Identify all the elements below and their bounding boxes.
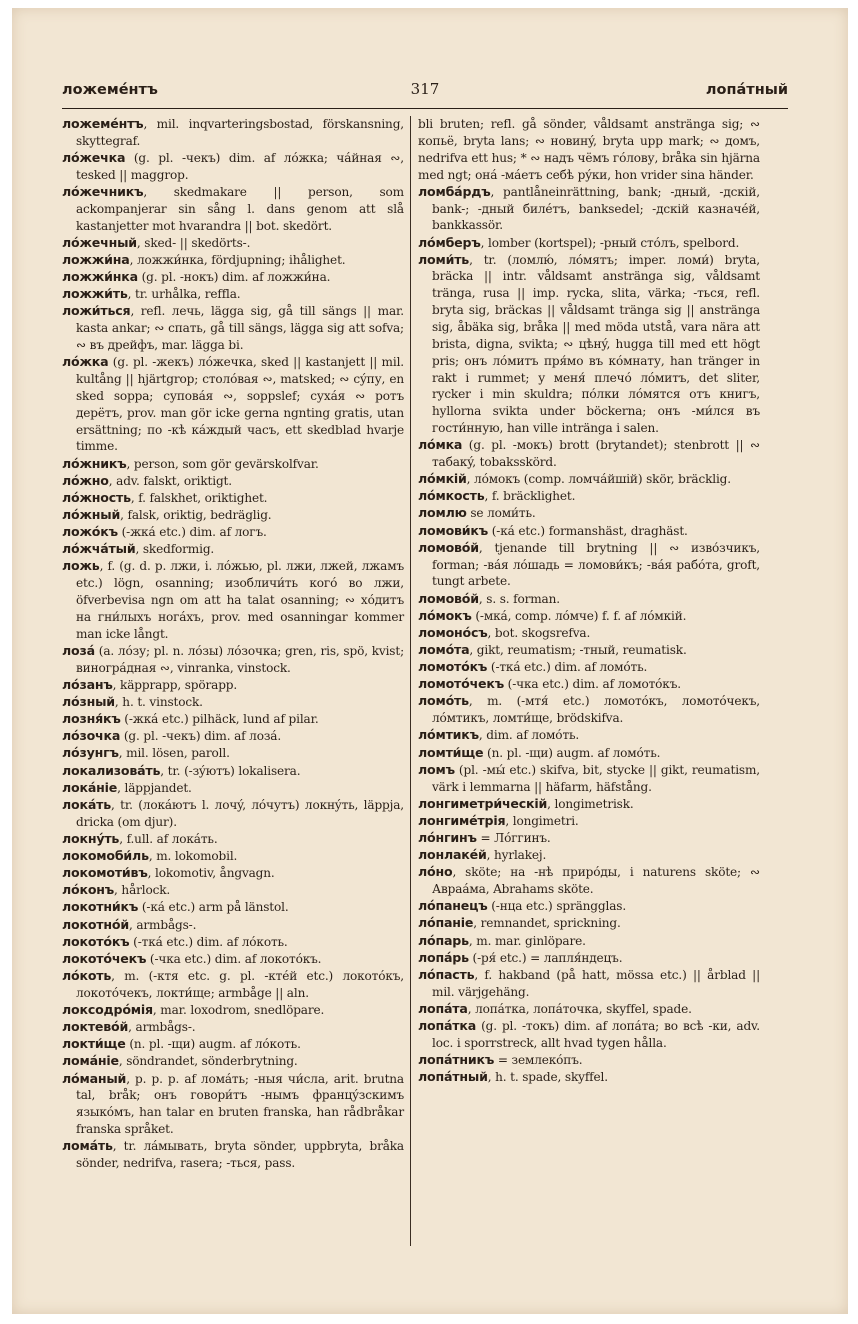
dictionary-entry	[62, 150, 404, 184]
entry-headword: локтевóй	[62, 1019, 129, 1035]
entry-headword: ложи́ться	[62, 303, 131, 319]
entry-headword: лопáтникъ	[418, 1051, 495, 1067]
entry-headword: лóзочка	[62, 728, 121, 744]
entry-headword: локализовáть	[62, 762, 161, 778]
dictionary-entry	[418, 813, 760, 830]
entry-definition: bli bruten; refl. gå sönder, våldsamt anstränga sig; ∾ копьё, bryta lans; ∾ новинý, bryta upp mark; ∾ домъ, nedrifva ett hus; * ∾ надъ чёмъ гóлову, bråka sin hjärna med ngt; онá -мáетъ себѣ рýки, hon vrider sina händer.	[418, 117, 760, 182]
entry-definition: (-ткá etc.) dim. af лóкоть.	[129, 934, 288, 949]
entry-definition: , söndrandet, sönderbrytning.	[118, 1054, 298, 1069]
entry-headword: ломти́ще	[418, 744, 484, 760]
entry-definition: , tr. (локáютъ l. лочý, лóчутъ) локнýть, läppja, dricka (om djur).	[76, 797, 404, 829]
entry-headword: лóжчáтый	[62, 541, 136, 557]
entry-definition: , adv. falskt, oriktigt.	[108, 473, 232, 488]
entry-headword: лóконъ	[62, 882, 115, 898]
dictionary-entry	[418, 762, 760, 796]
entry-definition: , pantlåneinrättning, bank; -дный, -дскій, bank-; -дный билéтъ, banksedel; -дскій казначéй, bankkassör.	[432, 184, 760, 233]
dictionary-entry	[418, 523, 760, 540]
entry-definition: , p. p. p. af ломáть; -ныя чи́сла, arit. brutna tal, bråk; онъ говори́тъ -нымъ францýзскимъ языкóмъ, han talar en bruten franska, han rådbråkar franska språket.	[76, 1071, 404, 1137]
entry-definition: , h. t. spade, skyffel.	[487, 1070, 608, 1085]
entry-definition: , refl. лечь, lägga sig, gå till sängs || mar. kasta ankar; ∾ спать, gå till sängs, lägga sig att sofva; ∾ въ дрейфъ, mar. lägga bi.	[76, 304, 404, 353]
entry-headword: лóжно	[62, 472, 109, 488]
entry-headword: ложемéнтъ	[62, 116, 144, 131]
dictionary-entry	[62, 116, 404, 150]
dictionary-entry	[62, 490, 404, 507]
entry-headword: лóмка	[418, 437, 463, 453]
entry-headword: ломови́къ	[418, 522, 489, 538]
entry-headword: лóпанецъ	[418, 898, 488, 914]
entry-headword: ломъ	[418, 761, 455, 777]
dictionary-entry	[62, 882, 404, 899]
entry-headword: лóмтикъ	[418, 727, 479, 743]
dictionary-entry	[62, 1036, 404, 1053]
entry-headword: лóмберъ	[418, 234, 481, 250]
entry-headword: лопáтный	[418, 1069, 488, 1085]
entry-definition: (g. pl. -мокъ) brott (brytandet); stenbrott || ∾ табакý, tobaksskörd.	[432, 438, 760, 470]
dictionary-entry	[62, 831, 404, 848]
entry-headword: ломонóсъ	[418, 624, 488, 640]
left-guide-word: ложемéнтъ	[62, 82, 158, 98]
dictionary-entry	[418, 505, 760, 522]
entry-headword: лонгиметри́ческій	[418, 795, 548, 811]
dictionary-entry	[62, 711, 404, 728]
entry-definition: , лопáтка, лопáточка, skyffel, spade.	[467, 1001, 692, 1016]
entry-headword: локнýть	[62, 830, 120, 846]
entry-definition: (-ря́ etc.) = лапля́ндецъ.	[468, 950, 623, 965]
dictionary-entry	[418, 796, 760, 813]
entry-headword: лопáтка	[418, 1017, 477, 1033]
entry-headword: локти́ще	[62, 1036, 126, 1052]
column-divider	[410, 116, 411, 1246]
entry-headword: лóзный	[62, 694, 115, 710]
right-column	[418, 116, 760, 1086]
entry-headword: локáніе	[62, 779, 118, 795]
entry-headword: локсодрóмія	[62, 1001, 153, 1017]
page-number: 317	[410, 80, 440, 98]
entry-definition: (-жкá etc.) pilhäck, lund af pilar.	[120, 712, 319, 727]
entry-headword: лóжка	[62, 354, 109, 370]
entry-definition: (a. лóзу; pl. n. лóзы) лóзочка; gren, ris, spö, kvist; виногрáдная ∾, vinranka, vinstock.	[76, 643, 404, 675]
entry-definition: , dim. af ломóть.	[478, 728, 580, 743]
dictionary-entry	[62, 1053, 404, 1070]
entry-definition: (g. pl. -нокъ) dim. af ложжи́на.	[137, 270, 331, 285]
dictionary-entry	[62, 1071, 404, 1138]
entry-headword: ложжи́нка	[62, 269, 138, 285]
entry-definition: = Лóггинъ.	[476, 830, 551, 845]
entry-definition: (n. pl. -щи) augm. af лóкоть.	[125, 1037, 301, 1052]
dictionary-entry	[62, 763, 404, 780]
entry-headword: лóжникъ	[62, 455, 127, 471]
entry-headword: лóкоть	[62, 967, 112, 983]
entry-definition: = землекóпъ.	[494, 1052, 583, 1067]
entry-definition: , tr. urhålka, reffla.	[127, 287, 241, 302]
entry-headword: лонлакéй	[418, 847, 487, 863]
dictionary-entry	[62, 541, 404, 558]
dictionary-entry	[418, 693, 760, 727]
dictionary-entry	[62, 951, 404, 968]
entry-definition: (-ткá etc.) dim. af ломóть.	[487, 660, 648, 675]
dictionary-entry	[62, 968, 404, 1002]
entry-definition: , lokomotiv, ångvagn.	[147, 866, 275, 881]
entry-definition: , f. falskhet, oriktighet.	[130, 490, 268, 505]
entry-definition: , bot. skogsrefva.	[487, 625, 591, 640]
entry-definition: , gikt, reumatism; -тный, reumatisk.	[469, 643, 687, 658]
entry-headword: ломовóй	[418, 590, 479, 606]
dictionary-entry	[62, 524, 404, 541]
dictionary-entry	[62, 917, 404, 934]
entry-headword: лóпарь	[418, 932, 469, 948]
entry-definition: , f.ull. af локáть.	[119, 831, 218, 846]
dictionary-entry	[62, 558, 404, 642]
entry-definition: (n. pl. -щи) augm. af ломóть.	[483, 745, 661, 760]
entry-headword: ложь	[62, 558, 100, 574]
entry-definition: (g. pl. -чекъ) dim. af лозá.	[120, 729, 282, 744]
dictionary-entry	[418, 625, 760, 642]
entry-headword: ломóть	[418, 693, 469, 709]
entry-definition: (-кá etc.) arm på länstol.	[138, 900, 289, 915]
entry-headword: ломовóй	[418, 539, 479, 555]
dictionary-entry	[418, 1052, 760, 1069]
dictionary-entry	[62, 780, 404, 797]
dictionary-entry	[418, 659, 760, 676]
entry-definition: , tr. (-зýютъ) lokalisera.	[160, 763, 301, 778]
dictionary-entry	[62, 677, 404, 694]
entry-headword: ломлю	[418, 505, 467, 521]
dictionary-entry	[62, 507, 404, 524]
dictionary-entry	[62, 456, 404, 473]
entry-definition: , sköte; на -нѣ прирóды, i naturens sköte; ∾ Авраáма, Abrahams sköte.	[432, 865, 760, 897]
dictionary-entry	[418, 608, 760, 625]
entry-headword: ложóкъ	[62, 524, 118, 540]
dictionary-entry	[62, 643, 404, 677]
entry-headword: лóмкій	[418, 471, 467, 487]
entry-definition: , lomber (kortspel); -рный стóлъ, spelbord.	[480, 235, 740, 250]
entry-definition: , armbågs-.	[128, 917, 197, 932]
entry-definition: (g. pl. -жекъ) лóжечка, sked || kastanjett || mil. kultång || hjärtgrop; столóвая ∾, matsked; ∾ сýпу, en sked soppa; суповáя ∾, soppslef; сухáя ∾ ротъ дерётъ, prov. man gör icke gerna ngnting gratis, utan ersättning; по -кѣ кáждый часъ, ett skedblad hvarje timme.	[76, 355, 404, 454]
dictionary-entry	[418, 830, 760, 847]
dictionary-entry	[62, 303, 404, 354]
entry-definition: , person, som gör gevärskolfvar.	[126, 456, 319, 471]
entry-headword: ложжи́на	[62, 251, 130, 267]
entry-headword: лопáрь	[418, 949, 469, 965]
entry-headword: ломотóчекъ	[418, 676, 504, 692]
header-rule	[62, 108, 788, 109]
dictionary-entry	[418, 488, 760, 505]
entry-headword: лóно	[418, 864, 453, 880]
entry-headword: лóжечный	[62, 234, 137, 250]
dictionary-entry	[418, 252, 760, 437]
entry-definition: , armbågs-.	[128, 1020, 196, 1035]
entry-definition: , ложжи́нка, fördjupning; ihålighet.	[129, 252, 346, 267]
entry-definition: (-чка etc.) dim. af локотóкъ.	[146, 951, 322, 966]
entry-definition: (-кá etc.) formanshäst, draghäst.	[488, 523, 688, 538]
entry-definition: , m. mar. ginlöpare.	[468, 933, 586, 948]
dictionary-entry	[418, 235, 760, 252]
dictionary-entry	[418, 950, 760, 967]
entry-headword: лопáта	[418, 1000, 468, 1016]
dictionary-entry	[418, 915, 760, 932]
dictionary-entry	[62, 235, 404, 252]
dictionary-entry	[62, 1138, 404, 1172]
dictionary-entry	[418, 1069, 760, 1086]
entry-headword: локотни́къ	[62, 899, 139, 915]
dictionary-entry	[418, 437, 760, 471]
entry-headword: лóжечникъ	[62, 183, 144, 199]
entry-definition: , mar. loxodrom, snedlöpare.	[152, 1002, 325, 1017]
dictionary-entry	[62, 1002, 404, 1019]
dictionary-entry	[418, 727, 760, 744]
entry-definition: , läppjandet.	[117, 780, 192, 795]
entry-definition: , s. s. forman.	[478, 591, 560, 606]
entry-definition: , m. (-мтя́ etc.) ломотóкъ, ломотóчекъ, лóмтикъ, ломти́ще, brödskifva.	[432, 694, 760, 726]
entry-definition: (-нца etc.) sprängglas.	[487, 899, 627, 914]
entry-definition: , tr. (ломлю́, лóмятъ; imper. ломи́) bryta, bräcka || intr. våldsamt anstränga sig, våldsamt tränga, rusa || imp. rycka, slita, värka; -ться, refl. bryta sig, bräckas || våldsamt tränga sig || anstränga sig, åbäka sig, bråka || med möda utstå, vara nära att brista, digna, svikta; ∾ цѣнý, hugga till med ett högt pris; онъ лóмитъ пря́мо въ кóмнату, han tränger in rakt i rummet; у меня́ плечó лóмитъ, det sliter, rycker i min skuldra; пóлки лóмятся отъ книгъ, hyllorna svikta under böckerna; онъ -ми́лся въ гости́нную, han ville intränga i salen.	[432, 252, 760, 436]
dictionary-entry	[418, 116, 760, 183]
entry-headword: ломáніе	[62, 1053, 119, 1069]
entry-definition: (g. pl. -чекъ) dim. af лóжка; чáйная ∾, tesked || maggrop.	[76, 150, 404, 182]
entry-headword: ломотóкъ	[418, 659, 488, 675]
dictionary-entry	[418, 864, 760, 898]
left-column	[62, 116, 404, 1172]
dictionary-entry	[62, 269, 404, 286]
entry-definition: , f. (g. d. p. лжи, i. лóжью, pl. лжи, лжей, лжамъ etc.) lögn, osanning; изобличи́ть когó во лжи, öfverbevisa ngn om att ha talat osanning; ∾ хóдитъ на гни́лыхъ ногáхъ, prov. med osanningar kommer man icke långt.	[76, 559, 404, 641]
entry-headword: лóжность	[62, 489, 131, 505]
dictionary-entry	[418, 1018, 760, 1052]
dictionary-entry	[418, 933, 760, 950]
entry-headword: лóманый	[62, 1070, 127, 1086]
entry-headword: лóжный	[62, 506, 121, 522]
entry-definition: , лóмокъ (comp. ломчáйшій) skör, bräcklig.	[466, 472, 731, 487]
entry-definition: , skedmakare || person, som ackompanjerar sin sång l. dans genom att slå kastanjetter mot hvarandra || bot. skedört.	[76, 184, 404, 233]
entry-definition: , remnandet, sprickning.	[473, 916, 621, 931]
entry-definition: , h. t. vinstock.	[114, 695, 203, 710]
entry-definition: , skedformig.	[135, 542, 215, 557]
entry-definition: (-мкá, comp. лóмче) f. f. af лóмкій.	[471, 608, 687, 623]
entry-definition: , f. hakband (på hatt, mössa etc.) || årblad || mil. värjgehäng.	[432, 967, 760, 999]
entry-headword: ломбáрдъ	[418, 183, 491, 199]
dictionary-entry	[62, 252, 404, 269]
dictionary-entry	[62, 286, 404, 303]
dictionary-entry	[62, 354, 404, 455]
entry-definition: , hårlock.	[114, 883, 171, 898]
right-guide-word: лопáтный	[705, 82, 788, 98]
entry-headword: локотóкъ	[62, 933, 130, 949]
entry-definition: (-чка etc.) dim. af ломотóкъ.	[503, 677, 681, 692]
dictionary-entry	[62, 934, 404, 951]
entry-definition: , falsk, oriktig, bedräglig.	[120, 507, 272, 522]
entry-definition: , longimetri.	[505, 813, 579, 828]
entry-headword: лозá	[62, 642, 95, 658]
dictionary-entry	[418, 540, 760, 591]
dictionary-entry	[418, 642, 760, 659]
entry-headword: лозня́къ	[62, 711, 121, 727]
entry-headword: лонгимéтрія	[418, 812, 506, 828]
entry-headword: ложжи́ть	[62, 286, 128, 302]
dictionary-entry	[418, 847, 760, 864]
entry-headword: лóзанъ	[62, 676, 113, 692]
entry-headword: лóпаніе	[418, 915, 474, 931]
entry-definition: , sked- || skedörts-.	[136, 235, 251, 250]
entry-headword: лóзунгъ	[62, 745, 119, 761]
entry-headword: лóпасть	[418, 966, 475, 982]
entry-definition: , tjenande till brytning || ∾ изво́зчикъ, forman; -вáя лóшадь = ломови́къ; -вáя рабóта, groft, tungt arbete.	[432, 540, 760, 589]
entry-headword: ломáть	[62, 1138, 113, 1154]
entry-definition: se ломи́ть.	[466, 506, 536, 521]
entry-definition: (pl. -мы́ etc.) skifva, bit, stycke || gikt, reumatism, värk i lemmarna || häfarm, häfstång.	[432, 762, 760, 794]
entry-definition: (g. pl. -токъ) dim. af лопáта; во всѣ -ки, adv. loc. i sporrstreck, allt hvad tygen hålla.	[432, 1018, 760, 1050]
dictionary-entry	[418, 184, 760, 235]
dictionary-entry	[418, 745, 760, 762]
entry-headword: локотóчекъ	[62, 950, 147, 966]
dictionary-entry	[62, 728, 404, 745]
dictionary-entry	[418, 676, 760, 693]
dictionary-entry	[62, 694, 404, 711]
dictionary-entry	[62, 848, 404, 865]
page-header	[62, 68, 788, 108]
entry-headword: локáть	[62, 796, 111, 812]
entry-headword: лóмокъ	[418, 607, 472, 623]
entry-definition: , mil. inqvarteringsbostad, förskansning, skyttegraf.	[76, 117, 404, 148]
entry-definition: , käpprapp, spörapp.	[112, 677, 238, 692]
dictionary-entry	[62, 473, 404, 490]
entry-definition: , f. bräcklighet.	[484, 489, 576, 504]
dictionary-entry	[62, 1019, 404, 1036]
entry-headword: лóнгинъ	[418, 829, 477, 845]
entry-headword: ломи́ть	[418, 251, 470, 267]
entry-definition: , m. (-ктя etc. g. pl. -ктéй etc.) локотóкъ, локотóчекъ, локти́ще; armbåge || aln.	[76, 968, 404, 1000]
entry-headword: лóмкость	[418, 488, 485, 504]
entry-headword: локотнóй	[62, 916, 129, 932]
dictionary-entry	[62, 865, 404, 882]
dictionary-entry	[62, 184, 404, 235]
dictionary-entry	[418, 967, 760, 1001]
dictionary-entry	[418, 898, 760, 915]
entry-definition: , tr. лáмывать, bryta sönder, uppbryta, bråka sönder, nedrifva, rasera; -ться, pass.	[76, 1139, 404, 1171]
dictionary-entry	[418, 591, 760, 608]
entry-headword: ломóта	[418, 642, 470, 658]
dictionary-entry	[62, 797, 404, 831]
entry-headword: лóжечка	[62, 149, 126, 165]
dictionary-entry	[418, 1001, 760, 1018]
entry-definition: , mil. lösen, paroll.	[118, 746, 230, 761]
dictionary-entry	[62, 899, 404, 916]
dictionary-entry	[62, 745, 404, 762]
entry-headword: локомоти́въ	[62, 865, 148, 881]
dictionary-entry	[418, 471, 760, 488]
entry-definition: , hyrlakej.	[486, 848, 547, 863]
entry-definition: , longimetrisk.	[547, 796, 634, 811]
entry-definition: , m. lokomobil.	[148, 849, 238, 863]
entry-definition: (-жкá etc.) dim. af логъ.	[117, 525, 267, 540]
entry-headword: локомоби́ль	[62, 848, 149, 863]
